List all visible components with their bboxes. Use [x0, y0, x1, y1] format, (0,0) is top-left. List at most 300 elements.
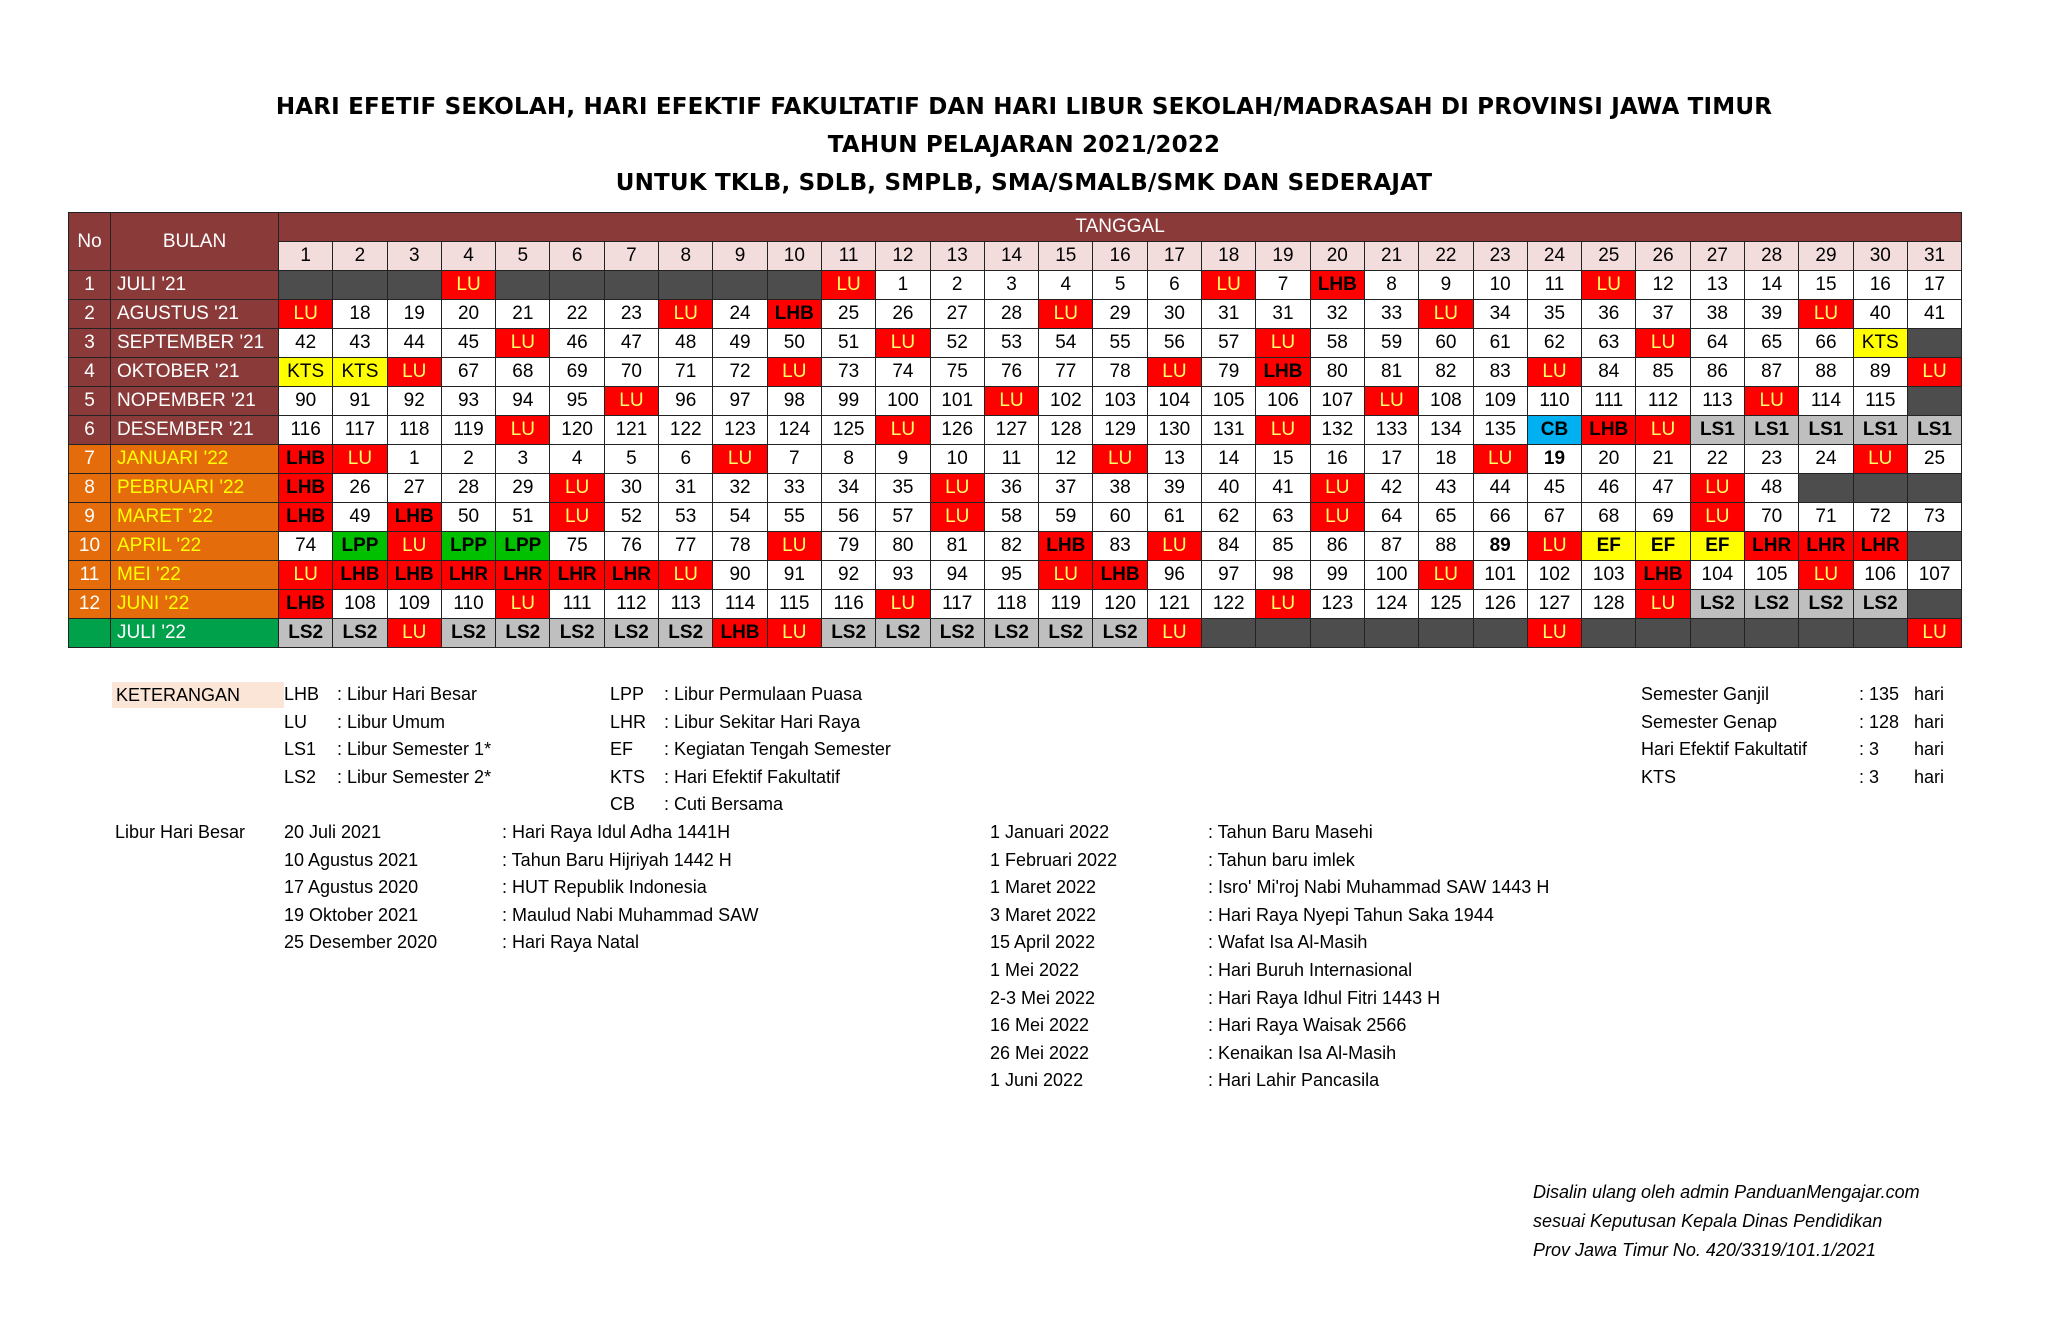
day-cell: 70: [1745, 503, 1799, 532]
day-cell: 46: [550, 329, 604, 358]
day-cell: 45: [1527, 474, 1581, 503]
day-cell: 121: [1147, 590, 1201, 619]
day-cell: LU: [441, 271, 495, 300]
month-row: [69, 387, 1962, 416]
day-cell: 129: [1093, 416, 1147, 445]
month-row: [69, 590, 1962, 619]
day-cell: LU: [1419, 300, 1473, 329]
day-cell: 5: [604, 445, 658, 474]
day-cell: 96: [1147, 561, 1201, 590]
day-cell: 32: [1310, 300, 1364, 329]
day-cell: LU: [1039, 300, 1093, 329]
day-cell: 77: [1039, 358, 1093, 387]
day-cell: LU: [767, 619, 821, 648]
day-cell: 104: [1690, 561, 1744, 590]
day-cell: LU: [1636, 590, 1690, 619]
day-cell: 70: [604, 358, 658, 387]
legend-desc: : Kegiatan Tengah Semester: [664, 739, 891, 760]
holiday-desc: : Isro' Mi'roj Nabi Muhammad SAW 1443 H: [1208, 877, 1550, 898]
day-cell: LU: [496, 590, 550, 619]
day-cell: 75: [930, 358, 984, 387]
holiday-desc: : Hari Raya Idul Adha 1441H: [502, 822, 731, 842]
holiday-date: 2-3 Mei 2022: [990, 987, 1096, 1008]
day-cell: 58: [1310, 329, 1364, 358]
day-cell: 55: [1093, 329, 1147, 358]
day-cell: LHB: [1582, 416, 1636, 445]
day-cell: 14: [1202, 445, 1256, 474]
day-cell: 42: [1364, 474, 1418, 503]
day-cell: 80: [876, 532, 930, 561]
day-cell: 119: [441, 416, 495, 445]
day-header: 1: [279, 242, 333, 271]
month-row: [69, 329, 1962, 358]
day-cell: LU: [387, 532, 441, 561]
day-cell: 102: [1039, 387, 1093, 416]
day-cell: 3: [496, 445, 550, 474]
day-cell: 30: [1147, 300, 1201, 329]
day-cell: 113: [659, 590, 713, 619]
day-cell: 112: [1636, 387, 1690, 416]
empty-day-cell: [1690, 619, 1744, 648]
footnote: [1533, 1178, 1920, 1265]
day-cell: 94: [930, 561, 984, 590]
day-cell: 36: [1582, 300, 1636, 329]
day-cell: 98: [1256, 561, 1310, 590]
empty-day-cell: [1907, 532, 1961, 561]
day-cell: 22: [550, 300, 604, 329]
school-calendar-table: [68, 212, 1962, 648]
day-cell: 48: [1745, 474, 1799, 503]
day-cell: 31: [659, 474, 713, 503]
day-cell: LU: [1527, 358, 1581, 387]
empty-day-cell: [1799, 474, 1853, 503]
empty-day-cell: [1582, 619, 1636, 648]
legend-code: LS2: [284, 766, 317, 787]
day-cell: 95: [984, 561, 1038, 590]
month-row: [69, 474, 1962, 503]
day-cell: 39: [1745, 300, 1799, 329]
day-cell: 50: [441, 503, 495, 532]
day-cell: LHB: [279, 445, 333, 474]
day-cell: LU: [1147, 358, 1201, 387]
empty-day-cell: [1419, 619, 1473, 648]
day-cell: LS2: [984, 619, 1038, 648]
day-cell: 88: [1419, 532, 1473, 561]
day-cell: 36: [984, 474, 1038, 503]
summary-unit: hari: [1914, 711, 1945, 732]
day-cell: 40: [1202, 474, 1256, 503]
day-cell: 72: [1853, 503, 1907, 532]
day-cell: LS2: [604, 619, 658, 648]
day-cell: LS2: [1853, 590, 1907, 619]
day-header: 25: [1582, 242, 1636, 271]
day-header: 18: [1202, 242, 1256, 271]
day-cell: LHR: [441, 561, 495, 590]
day-cell: 125: [821, 416, 875, 445]
day-cell: LU: [1039, 561, 1093, 590]
row-number: 8: [69, 474, 111, 503]
legend-code: CB: [610, 794, 636, 815]
day-cell: 21: [496, 300, 550, 329]
holiday-desc: : Maulud Nabi Muhammad SAW: [502, 904, 759, 925]
day-cell: 64: [1690, 329, 1744, 358]
day-cell: 86: [1310, 532, 1364, 561]
empty-day-cell: [1310, 619, 1364, 648]
day-cell: 120: [1093, 590, 1147, 619]
day-cell: 37: [1039, 474, 1093, 503]
day-cell: 124: [1364, 590, 1418, 619]
month-name: JULI '21: [111, 271, 279, 300]
row-number: 11: [69, 561, 111, 590]
day-cell: 56: [1147, 329, 1201, 358]
month-row: [69, 561, 1962, 590]
day-header: 12: [876, 242, 930, 271]
day-cell: 87: [1745, 358, 1799, 387]
day-cell: 116: [821, 590, 875, 619]
day-cell: 118: [387, 416, 441, 445]
day-cell: 7: [767, 445, 821, 474]
day-cell: 132: [1310, 416, 1364, 445]
empty-day-cell: [1745, 619, 1799, 648]
day-cell: 54: [713, 503, 767, 532]
day-cell: LHR: [496, 561, 550, 590]
day-cell: 7: [1256, 271, 1310, 300]
day-cell: LU: [876, 590, 930, 619]
day-cell: LHR: [1799, 532, 1853, 561]
day-cell: LU: [713, 445, 767, 474]
day-header: 27: [1690, 242, 1744, 271]
footnote-line: sesuai Keputusan Kepala Dinas Pendidikan: [1533, 1211, 1883, 1231]
day-cell: 67: [441, 358, 495, 387]
day-cell: LU: [1745, 387, 1799, 416]
day-cell: LU: [1202, 271, 1256, 300]
day-cell: 65: [1419, 503, 1473, 532]
day-cell: LHB: [1093, 561, 1147, 590]
month-name: NOPEMBER '21: [111, 387, 279, 416]
holiday-date: 1 Maret 2022: [990, 877, 1097, 898]
day-cell: 12: [1636, 271, 1690, 300]
day-cell: 99: [821, 387, 875, 416]
day-cell: 91: [767, 561, 821, 590]
day-cell: LU: [1799, 561, 1853, 590]
month-row: [69, 271, 1962, 300]
day-cell: 2: [441, 445, 495, 474]
empty-day-cell: [1364, 619, 1418, 648]
day-cell: 86: [1690, 358, 1744, 387]
day-cell: 76: [604, 532, 658, 561]
empty-day-cell: [659, 271, 713, 300]
day-cell: LU: [1636, 329, 1690, 358]
day-cell: 66: [1799, 329, 1853, 358]
holiday-desc: : Kenaikan Isa Al-Masih: [1208, 1042, 1397, 1063]
day-cell: 38: [1690, 300, 1744, 329]
day-cell: 51: [821, 329, 875, 358]
day-cell: 105: [1745, 561, 1799, 590]
day-cell: 93: [441, 387, 495, 416]
day-cell: 3: [984, 271, 1038, 300]
day-cell: 97: [713, 387, 767, 416]
day-cell: 116: [279, 416, 333, 445]
day-cell: 89: [1473, 532, 1527, 561]
day-cell: 85: [1636, 358, 1690, 387]
day-cell: 59: [1364, 329, 1418, 358]
day-cell: 24: [713, 300, 767, 329]
empty-day-cell: [767, 271, 821, 300]
day-cell: 76: [984, 358, 1038, 387]
day-cell: LU: [1853, 445, 1907, 474]
day-cell: 5: [1093, 271, 1147, 300]
day-cell: LU: [496, 329, 550, 358]
day-cell: 61: [1147, 503, 1201, 532]
day-cell: 17: [1364, 445, 1418, 474]
day-cell: LS1: [1745, 416, 1799, 445]
day-cell: 133: [1364, 416, 1418, 445]
day-cell: 114: [1799, 387, 1853, 416]
day-cell: 62: [1202, 503, 1256, 532]
day-header: 5: [496, 242, 550, 271]
day-header: 10: [767, 242, 821, 271]
day-cell: 78: [1093, 358, 1147, 387]
legend-desc: : Libur Permulaan Puasa: [664, 684, 863, 704]
summary-value: : 3: [1859, 766, 1880, 787]
day-cell: LS2: [333, 619, 387, 648]
month-row: [69, 619, 1962, 648]
day-cell: LU: [333, 445, 387, 474]
day-cell: LHB: [713, 619, 767, 648]
day-cell: 25: [821, 300, 875, 329]
day-cell: LU: [930, 474, 984, 503]
day-cell: 95: [550, 387, 604, 416]
day-cell: 102: [1527, 561, 1581, 590]
day-cell: LU: [659, 561, 713, 590]
day-cell: 134: [1419, 416, 1473, 445]
legend-desc: : Libur Sekitar Hari Raya: [664, 711, 861, 732]
day-cell: 16: [1310, 445, 1364, 474]
day-cell: LPP: [441, 532, 495, 561]
day-cell: LU: [1799, 300, 1853, 329]
summary-unit: hari: [1914, 739, 1945, 760]
day-cell: LU: [1364, 387, 1418, 416]
day-cell: 90: [713, 561, 767, 590]
day-cell: LS2: [1093, 619, 1147, 648]
holiday-section-label: Libur Hari Besar: [115, 822, 246, 842]
month-row: [69, 445, 1962, 474]
legend-desc: : Libur Hari Besar: [337, 684, 478, 704]
day-cell: 111: [1582, 387, 1636, 416]
day-cell: 100: [876, 387, 930, 416]
day-cell: LU: [1907, 619, 1961, 648]
day-cell: 17: [1907, 271, 1961, 300]
day-cell: 78: [713, 532, 767, 561]
day-cell: 101: [1473, 561, 1527, 590]
day-cell: LU: [876, 416, 930, 445]
summary-label: Semester Ganjil: [1641, 684, 1770, 704]
day-cell: 103: [1093, 387, 1147, 416]
day-header: 22: [1419, 242, 1473, 271]
day-cell: 14: [1745, 271, 1799, 300]
day-cell: LS2: [1690, 590, 1744, 619]
day-cell: LU: [387, 619, 441, 648]
holiday-desc: : Hari Buruh Internasional: [1208, 960, 1413, 980]
day-header: 30: [1853, 242, 1907, 271]
holiday-desc: : Hari Lahir Pancasila: [1208, 1070, 1380, 1091]
empty-day-cell: [1907, 329, 1961, 358]
day-cell: 81: [1364, 358, 1418, 387]
empty-day-cell: [1853, 619, 1907, 648]
day-cell: LS1: [1853, 416, 1907, 445]
day-cell: LU: [821, 271, 875, 300]
empty-day-cell: [1256, 619, 1310, 648]
day-cell: 123: [713, 416, 767, 445]
day-cell: 83: [1093, 532, 1147, 561]
day-cell: 52: [604, 503, 658, 532]
day-cell: 125: [1419, 590, 1473, 619]
legend-desc: : Libur Semester 1*: [337, 739, 492, 760]
holiday-desc: : Hari Raya Nyepi Tahun Saka 1944: [1208, 904, 1494, 925]
day-cell: LS2: [930, 619, 984, 648]
day-cell: LU: [1582, 271, 1636, 300]
day-header: 20: [1310, 242, 1364, 271]
legend-desc: : Hari Efektif Fakultatif: [664, 766, 841, 787]
day-cell: 15: [1799, 271, 1853, 300]
day-cell: KTS: [1853, 329, 1907, 358]
day-cell: 41: [1907, 300, 1961, 329]
row-number: 7: [69, 445, 111, 474]
day-cell: LU: [496, 416, 550, 445]
day-cell: 94: [496, 387, 550, 416]
day-cell: LU: [1527, 619, 1581, 648]
day-cell: 107: [1310, 387, 1364, 416]
keterangan-label: KETERANGAN: [112, 682, 284, 708]
day-cell: 108: [1419, 387, 1473, 416]
day-cell: 27: [930, 300, 984, 329]
day-cell: 71: [1799, 503, 1853, 532]
day-cell: LU: [387, 358, 441, 387]
empty-day-cell: [713, 271, 767, 300]
day-cell: 87: [1364, 532, 1418, 561]
day-cell: LHR: [604, 561, 658, 590]
day-cell: LU: [550, 503, 604, 532]
day-cell: 120: [550, 416, 604, 445]
day-cell: 106: [1853, 561, 1907, 590]
empty-day-cell: [550, 271, 604, 300]
summary-value: : 3: [1859, 739, 1880, 760]
holiday-desc: : Tahun baru imlek: [1208, 849, 1355, 870]
day-cell: 106: [1256, 387, 1310, 416]
day-cell: LS1: [1690, 416, 1744, 445]
day-cell: LU: [279, 561, 333, 590]
holiday-desc: : Hari Raya Natal: [502, 932, 640, 953]
day-cell: 119: [1039, 590, 1093, 619]
day-cell: 1: [387, 445, 441, 474]
day-cell: 96: [659, 387, 713, 416]
day-cell: 40: [1853, 300, 1907, 329]
day-cell: 28: [441, 474, 495, 503]
row-number: 1: [69, 271, 111, 300]
month-name: MARET '22: [111, 503, 279, 532]
day-cell: LU: [1527, 532, 1581, 561]
day-cell: 18: [1419, 445, 1473, 474]
day-cell: 73: [821, 358, 875, 387]
day-cell: 130: [1147, 416, 1201, 445]
empty-day-cell: [496, 271, 550, 300]
day-cell: LU: [604, 387, 658, 416]
holiday-desc: : Hari Raya Idhul Fitri 1443 H: [1208, 987, 1441, 1008]
day-cell: LS1: [1799, 416, 1853, 445]
day-cell: LHR: [1745, 532, 1799, 561]
holiday-desc: : HUT Republik Indonesia: [502, 877, 707, 898]
legend-desc: : Libur Umum: [337, 711, 446, 732]
day-cell: LHB: [1039, 532, 1093, 561]
day-cell: 18: [333, 300, 387, 329]
day-cell: 15: [1256, 445, 1310, 474]
day-cell: 69: [1636, 503, 1690, 532]
day-cell: 35: [1527, 300, 1581, 329]
day-cell: 47: [1636, 474, 1690, 503]
month-name: PEBRUARI '22: [111, 474, 279, 503]
day-cell: 53: [659, 503, 713, 532]
day-header: 24: [1527, 242, 1581, 271]
day-cell: 85: [1256, 532, 1310, 561]
day-cell: 115: [767, 590, 821, 619]
day-cell: 117: [333, 416, 387, 445]
day-cell: LHB: [1310, 271, 1364, 300]
legend-code: LPP: [610, 684, 645, 704]
holiday-desc: : Tahun Baru Masehi: [1208, 822, 1373, 842]
day-cell: 123: [1310, 590, 1364, 619]
day-cell: 49: [713, 329, 767, 358]
day-cell: 30: [604, 474, 658, 503]
day-cell: 33: [1364, 300, 1418, 329]
empty-day-cell: [1907, 387, 1961, 416]
day-cell: EF: [1690, 532, 1744, 561]
day-cell: 131: [1202, 416, 1256, 445]
day-cell: 81: [930, 532, 984, 561]
day-cell: 80: [1310, 358, 1364, 387]
day-cell: LU: [1310, 503, 1364, 532]
summary-value: : 135: [1859, 684, 1900, 704]
empty-day-cell: [1202, 619, 1256, 648]
day-cell: 57: [1202, 329, 1256, 358]
day-cell: 13: [1690, 271, 1744, 300]
day-cell: 122: [1202, 590, 1256, 619]
day-cell: 39: [1147, 474, 1201, 503]
day-cell: 77: [659, 532, 713, 561]
day-cell: LS1: [1907, 416, 1961, 445]
month-row: [69, 532, 1962, 561]
day-cell: 47: [604, 329, 658, 358]
day-cell: 21: [1636, 445, 1690, 474]
day-cell: LHB: [279, 590, 333, 619]
empty-day-cell: [1907, 590, 1961, 619]
day-cell: 22: [1690, 445, 1744, 474]
day-cell: 9: [876, 445, 930, 474]
day-cell: 28: [984, 300, 1038, 329]
day-cell: 37: [1636, 300, 1690, 329]
row-number: 2: [69, 300, 111, 329]
month-name: APRIL '22: [111, 532, 279, 561]
day-cell: LHB: [387, 503, 441, 532]
empty-day-cell: [1799, 619, 1853, 648]
holiday-date: 1 Januari 2022: [990, 822, 1110, 842]
day-cell: 4: [550, 445, 604, 474]
holiday-date: 1 Juni 2022: [990, 1070, 1084, 1091]
day-cell: LS2: [279, 619, 333, 648]
day-cell: LU: [1256, 416, 1310, 445]
holiday-date: 1 Mei 2022: [990, 960, 1080, 980]
day-cell: 31: [1202, 300, 1256, 329]
month-row: [69, 503, 1962, 532]
